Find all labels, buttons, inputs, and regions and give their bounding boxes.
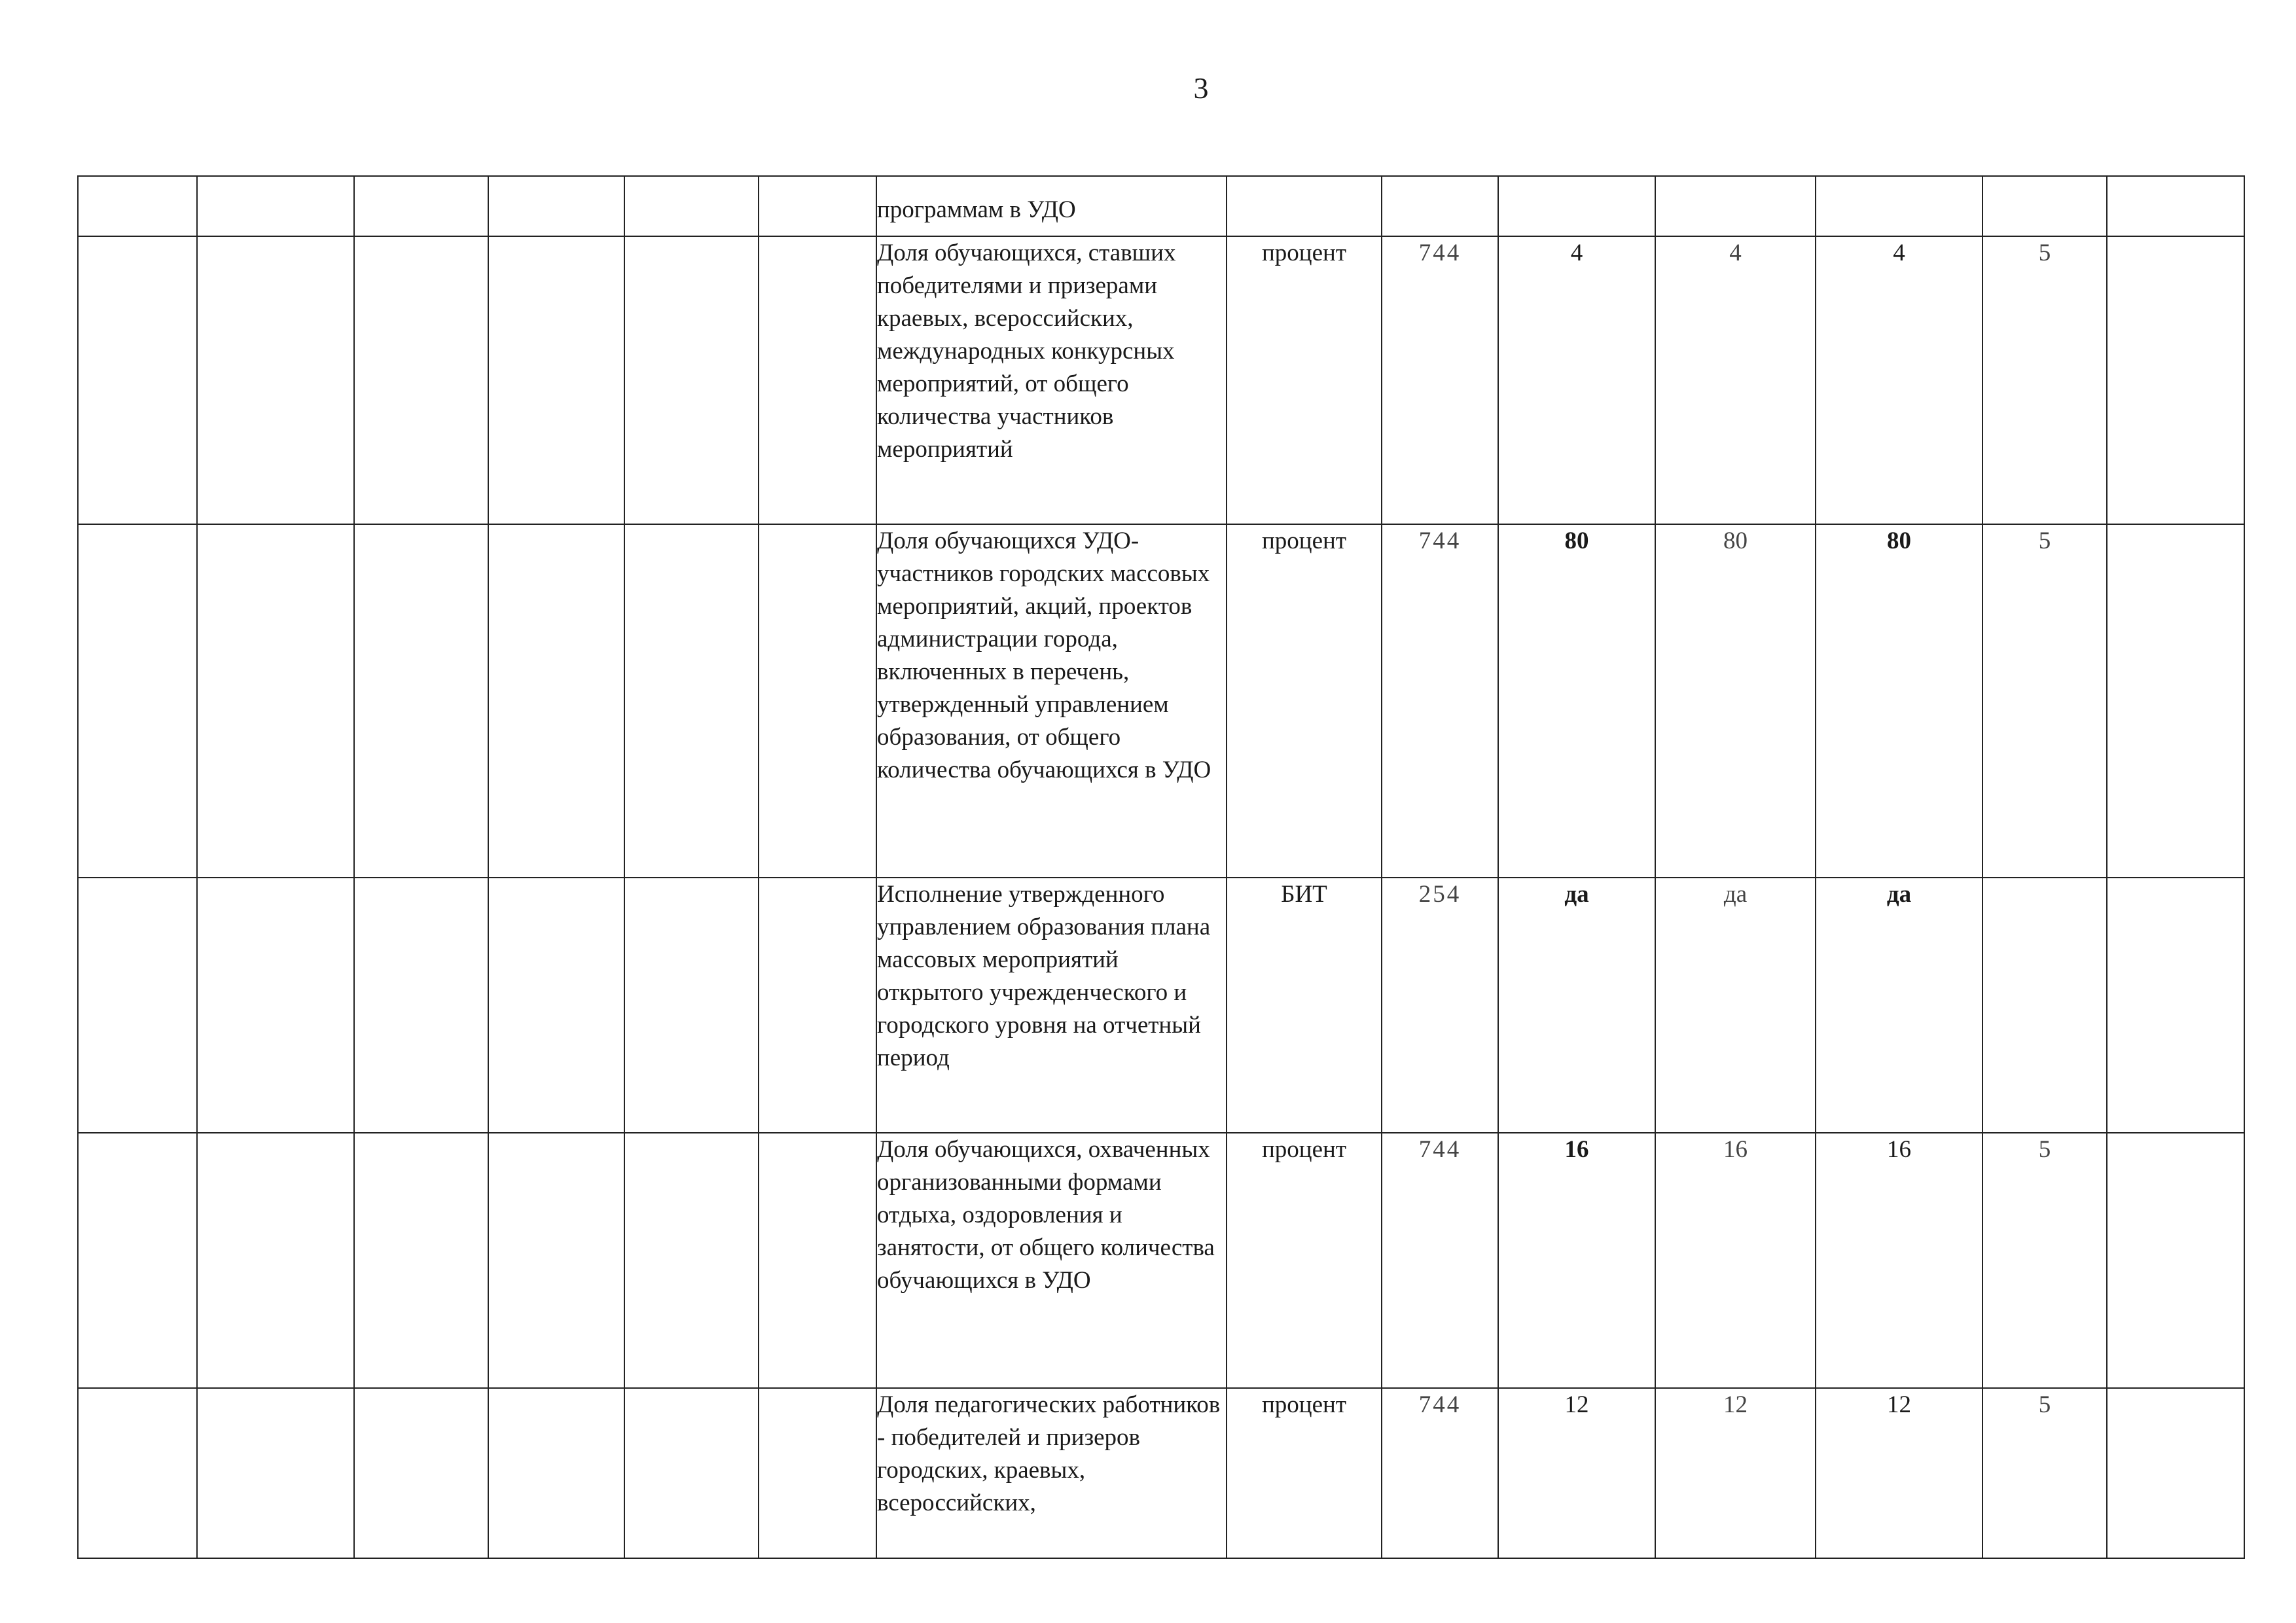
deviation-cell: 5 xyxy=(1982,1388,2107,1558)
reason-cell xyxy=(2107,1133,2244,1388)
empty-cell xyxy=(197,1133,354,1388)
indicator-cell: Доля обучающихся, ставших победителями и призерами краевых, всероссийских, международных конкурсных мероприятий, от общего количества участников мероприятий xyxy=(876,236,1227,524)
empty-cell xyxy=(624,524,759,878)
deviation-cell xyxy=(1982,878,2107,1133)
deviation-cell: 5 xyxy=(1982,236,2107,524)
unit-cell: БИТ xyxy=(1227,878,1382,1133)
reason-cell xyxy=(2107,176,2244,236)
table-row xyxy=(78,1133,2244,1388)
table-row xyxy=(78,524,2244,878)
approved-value-cell: да xyxy=(1498,878,1655,1133)
empty-cell xyxy=(488,176,624,236)
empty-cell xyxy=(197,1388,354,1558)
indicator-cell: Доля обучающихся УДО-участников городских массовых мероприятий, акций, проектов администрации города, включенных в перечень, утвержденный управлением образования, от общего количества обучающихся в УДО xyxy=(876,524,1227,878)
unit-cell: процент xyxy=(1227,236,1382,524)
empty-cell xyxy=(759,878,876,1133)
code-cell: 744 xyxy=(1382,524,1498,878)
empty-cell xyxy=(759,1133,876,1388)
empty-cell xyxy=(78,1133,197,1388)
empty-cell xyxy=(197,878,354,1133)
actual-value-cell: 80 xyxy=(1816,524,1982,878)
empty-cell xyxy=(488,1133,624,1388)
unit-cell: процент xyxy=(1227,1388,1382,1558)
table-row xyxy=(78,236,2244,524)
approved-value-cell: 4 xyxy=(1498,236,1655,524)
code-cell: 744 xyxy=(1382,1388,1498,1558)
empty-cell xyxy=(488,236,624,524)
actual-value-cell: 16 xyxy=(1816,1133,1982,1388)
approved-value-cell: 80 xyxy=(1498,524,1655,878)
reason-cell xyxy=(2107,236,2244,524)
table-row xyxy=(78,176,2244,236)
empty-cell xyxy=(624,1133,759,1388)
empty-cell xyxy=(354,524,488,878)
indicator-cell: Доля обучающихся, охваченных организованными формами отдыха, оздоровления и занятости, от общего количества обучающихся в УДО xyxy=(876,1133,1227,1388)
empty-cell xyxy=(624,236,759,524)
table-row xyxy=(78,878,2244,1133)
empty-cell xyxy=(759,176,876,236)
deviation-cell: 5 xyxy=(1982,1133,2107,1388)
empty-cell xyxy=(759,1388,876,1558)
actual-value-cell xyxy=(1816,176,1982,236)
empty-cell xyxy=(488,524,624,878)
unit-cell: процент xyxy=(1227,524,1382,878)
indicator-cell: программам в УДО xyxy=(876,176,1227,236)
state-task-value-cell xyxy=(1655,176,1816,236)
empty-cell xyxy=(759,524,876,878)
empty-cell xyxy=(354,1133,488,1388)
reason-cell xyxy=(2107,524,2244,878)
table-row xyxy=(78,1388,2244,1558)
indicator-table xyxy=(77,175,2245,1559)
empty-cell xyxy=(354,236,488,524)
empty-cell xyxy=(354,878,488,1133)
actual-value-cell: да xyxy=(1816,878,1982,1133)
state-task-value-cell: 4 xyxy=(1655,236,1816,524)
empty-cell xyxy=(759,236,876,524)
indicator-cell: Исполнение утвержденного управлением образования плана массовых мероприятий открытого учрежденческого и городского уровня на отчетный период xyxy=(876,878,1227,1133)
code-cell: 744 xyxy=(1382,236,1498,524)
indicator-cell: Доля педагогических работников - победителей и призеров городских, краевых, всероссийских, xyxy=(876,1388,1227,1558)
empty-cell xyxy=(624,878,759,1133)
empty-cell xyxy=(197,176,354,236)
empty-cell xyxy=(354,176,488,236)
empty-cell xyxy=(78,524,197,878)
empty-cell xyxy=(354,1388,488,1558)
reason-cell xyxy=(2107,1388,2244,1558)
actual-value-cell: 12 xyxy=(1816,1388,1982,1558)
page-number: 3 xyxy=(1193,71,1209,105)
unit-cell xyxy=(1227,176,1382,236)
empty-cell xyxy=(624,1388,759,1558)
empty-cell xyxy=(197,524,354,878)
deviation-cell: 5 xyxy=(1982,524,2107,878)
empty-cell xyxy=(78,236,197,524)
empty-cell xyxy=(488,878,624,1133)
state-task-value-cell: 16 xyxy=(1655,1133,1816,1388)
state-task-value-cell: 12 xyxy=(1655,1388,1816,1558)
empty-cell xyxy=(488,1388,624,1558)
empty-cell xyxy=(78,176,197,236)
actual-value-cell: 4 xyxy=(1816,236,1982,524)
code-cell: 744 xyxy=(1382,1133,1498,1388)
deviation-cell xyxy=(1982,176,2107,236)
empty-cell xyxy=(197,236,354,524)
empty-cell xyxy=(78,878,197,1133)
empty-cell xyxy=(624,176,759,236)
approved-value-cell xyxy=(1498,176,1655,236)
unit-cell: процент xyxy=(1227,1133,1382,1388)
approved-value-cell: 16 xyxy=(1498,1133,1655,1388)
code-cell: 254 xyxy=(1382,878,1498,1133)
reason-cell xyxy=(2107,878,2244,1133)
empty-cell xyxy=(78,1388,197,1558)
code-cell xyxy=(1382,176,1498,236)
state-task-value-cell: да xyxy=(1655,878,1816,1133)
approved-value-cell: 12 xyxy=(1498,1388,1655,1558)
state-task-value-cell: 80 xyxy=(1655,524,1816,878)
